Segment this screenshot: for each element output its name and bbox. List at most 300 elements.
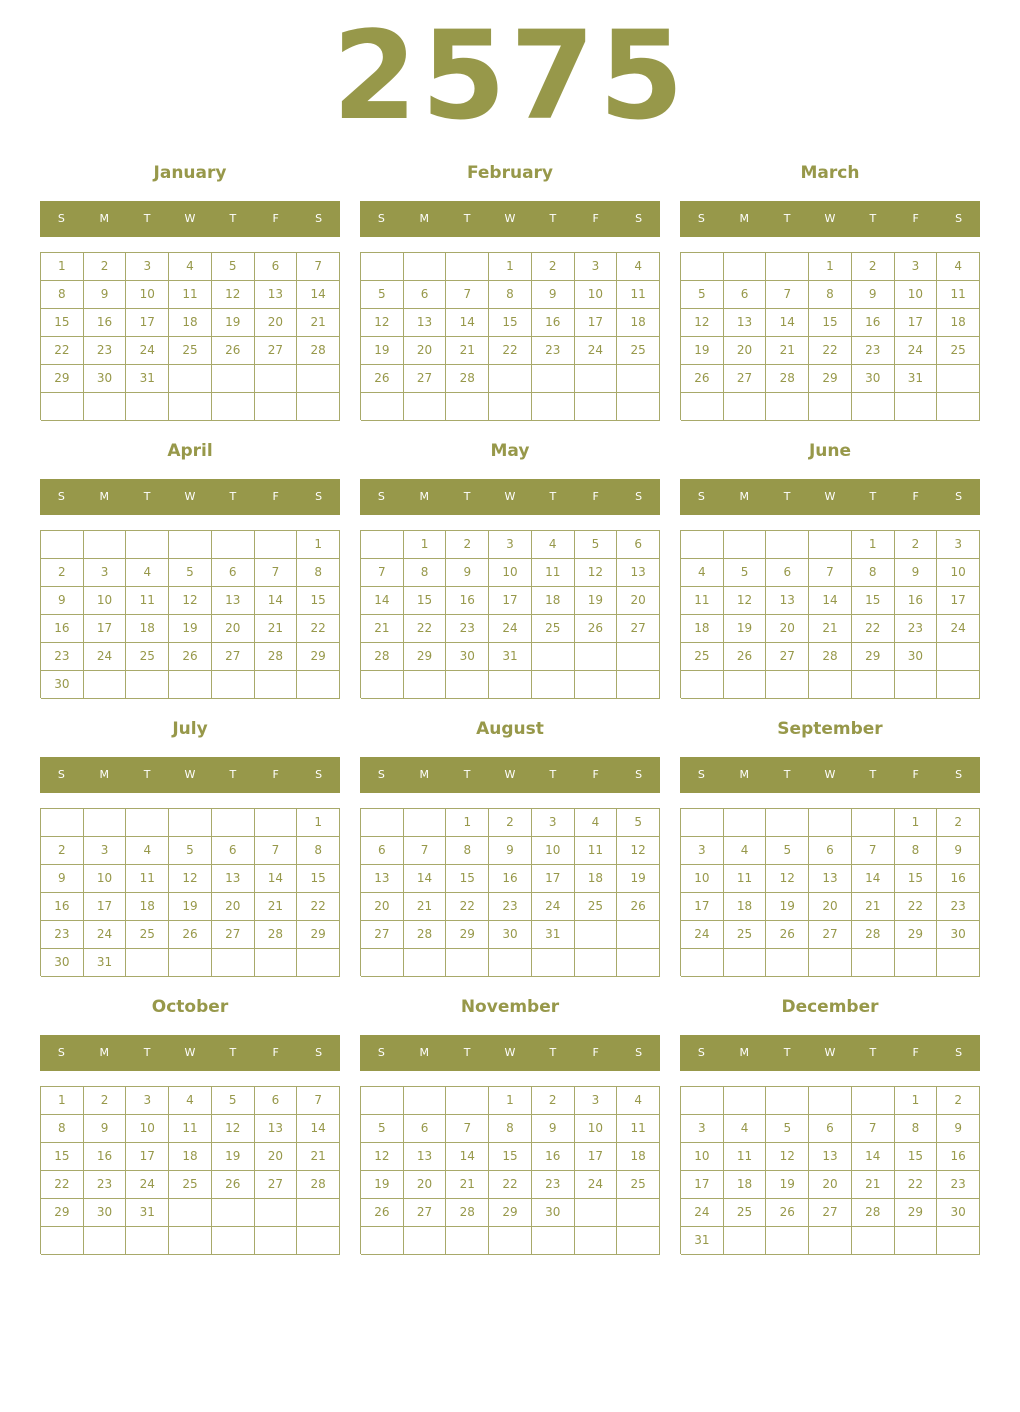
day-cell[interactable]: 15 — [297, 587, 340, 615]
day-cell[interactable]: 29 — [297, 921, 340, 949]
day-cell[interactable]: 16 — [937, 1143, 980, 1171]
day-cell[interactable]: 8 — [895, 1115, 938, 1143]
day-cell[interactable]: 10 — [84, 865, 127, 893]
day-cell[interactable]: 23 — [895, 615, 938, 643]
day-cell[interactable]: 3 — [895, 253, 938, 281]
day-cell[interactable]: 30 — [852, 365, 895, 393]
day-cell[interactable]: 16 — [41, 615, 84, 643]
day-cell[interactable]: 18 — [724, 1171, 767, 1199]
day-cell[interactable]: 21 — [446, 1171, 489, 1199]
day-cell[interactable]: 30 — [895, 643, 938, 671]
day-cell[interactable]: 8 — [446, 837, 489, 865]
day-cell[interactable]: 21 — [297, 1143, 340, 1171]
day-cell[interactable]: 19 — [212, 1143, 255, 1171]
day-cell[interactable]: 24 — [126, 1171, 169, 1199]
day-cell[interactable]: 20 — [361, 893, 404, 921]
day-cell[interactable]: 19 — [212, 309, 255, 337]
day-cell[interactable]: 16 — [446, 587, 489, 615]
day-cell[interactable]: 1 — [404, 531, 447, 559]
day-cell[interactable]: 16 — [852, 309, 895, 337]
day-cell[interactable]: 20 — [766, 615, 809, 643]
day-cell[interactable]: 13 — [255, 1115, 298, 1143]
day-cell[interactable]: 5 — [361, 281, 404, 309]
day-cell[interactable]: 3 — [681, 837, 724, 865]
day-cell[interactable]: 13 — [255, 281, 298, 309]
day-cell[interactable]: 19 — [169, 615, 212, 643]
day-cell[interactable]: 20 — [617, 587, 660, 615]
day-cell[interactable]: 28 — [852, 921, 895, 949]
day-cell[interactable]: 12 — [361, 309, 404, 337]
day-cell[interactable]: 10 — [937, 559, 980, 587]
day-cell[interactable]: 31 — [532, 921, 575, 949]
day-cell[interactable]: 2 — [84, 253, 127, 281]
day-cell[interactable]: 18 — [617, 309, 660, 337]
day-cell[interactable]: 23 — [446, 615, 489, 643]
day-cell[interactable]: 2 — [41, 559, 84, 587]
day-cell[interactable]: 9 — [895, 559, 938, 587]
day-cell[interactable]: 22 — [41, 1171, 84, 1199]
day-cell[interactable]: 6 — [255, 253, 298, 281]
day-cell[interactable]: 18 — [617, 1143, 660, 1171]
day-cell[interactable]: 5 — [575, 531, 618, 559]
day-cell[interactable]: 5 — [724, 559, 767, 587]
day-cell[interactable]: 28 — [809, 643, 852, 671]
day-cell[interactable]: 14 — [766, 309, 809, 337]
day-cell[interactable]: 25 — [169, 337, 212, 365]
day-cell[interactable]: 25 — [681, 643, 724, 671]
day-cell[interactable]: 19 — [617, 865, 660, 893]
day-cell[interactable]: 19 — [724, 615, 767, 643]
day-cell[interactable]: 23 — [937, 893, 980, 921]
day-cell[interactable]: 17 — [681, 1171, 724, 1199]
day-cell[interactable]: 8 — [297, 837, 340, 865]
day-cell[interactable]: 28 — [361, 643, 404, 671]
day-cell[interactable]: 25 — [126, 921, 169, 949]
day-cell[interactable]: 15 — [404, 587, 447, 615]
day-cell[interactable]: 14 — [446, 1143, 489, 1171]
day-cell[interactable]: 29 — [297, 643, 340, 671]
day-cell[interactable]: 8 — [489, 1115, 532, 1143]
day-cell[interactable]: 26 — [361, 365, 404, 393]
day-cell[interactable]: 5 — [681, 281, 724, 309]
day-cell[interactable]: 11 — [724, 1143, 767, 1171]
day-cell[interactable]: 22 — [41, 337, 84, 365]
day-cell[interactable]: 15 — [895, 865, 938, 893]
day-cell[interactable]: 23 — [532, 1171, 575, 1199]
day-cell[interactable]: 10 — [84, 587, 127, 615]
day-cell[interactable]: 14 — [297, 281, 340, 309]
day-cell[interactable]: 23 — [937, 1171, 980, 1199]
day-cell[interactable]: 7 — [404, 837, 447, 865]
day-cell[interactable]: 24 — [895, 337, 938, 365]
day-cell[interactable]: 1 — [895, 1087, 938, 1115]
day-cell[interactable]: 17 — [895, 309, 938, 337]
day-cell[interactable]: 14 — [297, 1115, 340, 1143]
day-cell[interactable]: 21 — [255, 893, 298, 921]
day-cell[interactable]: 13 — [404, 309, 447, 337]
day-cell[interactable]: 16 — [895, 587, 938, 615]
day-cell[interactable]: 29 — [446, 921, 489, 949]
day-cell[interactable]: 23 — [41, 643, 84, 671]
day-cell[interactable]: 21 — [255, 615, 298, 643]
day-cell[interactable]: 25 — [724, 1199, 767, 1227]
day-cell[interactable]: 2 — [895, 531, 938, 559]
day-cell[interactable]: 2 — [41, 837, 84, 865]
day-cell[interactable]: 26 — [681, 365, 724, 393]
day-cell[interactable]: 26 — [212, 337, 255, 365]
day-cell[interactable]: 2 — [446, 531, 489, 559]
day-cell[interactable]: 25 — [126, 643, 169, 671]
day-cell[interactable]: 24 — [937, 615, 980, 643]
day-cell[interactable]: 8 — [895, 837, 938, 865]
day-cell[interactable]: 31 — [895, 365, 938, 393]
day-cell[interactable]: 15 — [489, 1143, 532, 1171]
day-cell[interactable]: 1 — [489, 253, 532, 281]
day-cell[interactable]: 7 — [809, 559, 852, 587]
day-cell[interactable]: 9 — [532, 281, 575, 309]
day-cell[interactable]: 28 — [297, 337, 340, 365]
day-cell[interactable]: 1 — [41, 1087, 84, 1115]
day-cell[interactable]: 22 — [895, 1171, 938, 1199]
day-cell[interactable]: 22 — [446, 893, 489, 921]
day-cell[interactable]: 15 — [895, 1143, 938, 1171]
day-cell[interactable]: 27 — [404, 365, 447, 393]
day-cell[interactable]: 14 — [361, 587, 404, 615]
day-cell[interactable]: 21 — [297, 309, 340, 337]
day-cell[interactable]: 17 — [126, 309, 169, 337]
day-cell[interactable]: 19 — [766, 893, 809, 921]
day-cell[interactable]: 8 — [852, 559, 895, 587]
day-cell[interactable]: 3 — [126, 253, 169, 281]
day-cell[interactable]: 26 — [212, 1171, 255, 1199]
day-cell[interactable]: 12 — [169, 587, 212, 615]
day-cell[interactable]: 5 — [766, 837, 809, 865]
day-cell[interactable]: 20 — [809, 893, 852, 921]
day-cell[interactable]: 17 — [532, 865, 575, 893]
day-cell[interactable]: 14 — [404, 865, 447, 893]
day-cell[interactable]: 10 — [681, 1143, 724, 1171]
day-cell[interactable]: 28 — [852, 1199, 895, 1227]
day-cell[interactable]: 28 — [404, 921, 447, 949]
day-cell[interactable]: 21 — [404, 893, 447, 921]
day-cell[interactable]: 4 — [126, 559, 169, 587]
day-cell[interactable]: 16 — [41, 893, 84, 921]
day-cell[interactable]: 30 — [84, 1199, 127, 1227]
day-cell[interactable]: 27 — [212, 921, 255, 949]
day-cell[interactable]: 21 — [446, 337, 489, 365]
day-cell[interactable]: 9 — [41, 865, 84, 893]
day-cell[interactable]: 7 — [852, 1115, 895, 1143]
day-cell[interactable]: 27 — [809, 1199, 852, 1227]
day-cell[interactable]: 22 — [895, 893, 938, 921]
day-cell[interactable]: 16 — [937, 865, 980, 893]
day-cell[interactable]: 19 — [766, 1171, 809, 1199]
day-cell[interactable]: 21 — [361, 615, 404, 643]
day-cell[interactable]: 13 — [404, 1143, 447, 1171]
day-cell[interactable]: 25 — [724, 921, 767, 949]
day-cell[interactable]: 24 — [489, 615, 532, 643]
day-cell[interactable]: 25 — [532, 615, 575, 643]
day-cell[interactable]: 2 — [532, 253, 575, 281]
day-cell[interactable]: 12 — [724, 587, 767, 615]
day-cell[interactable]: 8 — [41, 1115, 84, 1143]
day-cell[interactable]: 29 — [809, 365, 852, 393]
day-cell[interactable]: 12 — [212, 1115, 255, 1143]
day-cell[interactable]: 22 — [489, 337, 532, 365]
day-cell[interactable]: 7 — [361, 559, 404, 587]
day-cell[interactable]: 24 — [575, 337, 618, 365]
day-cell[interactable]: 14 — [809, 587, 852, 615]
day-cell[interactable]: 4 — [169, 253, 212, 281]
day-cell[interactable]: 16 — [532, 309, 575, 337]
day-cell[interactable]: 6 — [404, 1115, 447, 1143]
day-cell[interactable]: 13 — [766, 587, 809, 615]
day-cell[interactable]: 13 — [809, 1143, 852, 1171]
day-cell[interactable]: 25 — [937, 337, 980, 365]
day-cell[interactable]: 30 — [84, 365, 127, 393]
day-cell[interactable]: 28 — [255, 921, 298, 949]
day-cell[interactable]: 26 — [169, 921, 212, 949]
day-cell[interactable]: 29 — [489, 1199, 532, 1227]
day-cell[interactable]: 11 — [617, 281, 660, 309]
day-cell[interactable]: 7 — [297, 1087, 340, 1115]
day-cell[interactable]: 11 — [169, 1115, 212, 1143]
day-cell[interactable]: 9 — [937, 1115, 980, 1143]
day-cell[interactable]: 6 — [617, 531, 660, 559]
day-cell[interactable]: 12 — [617, 837, 660, 865]
day-cell[interactable]: 1 — [297, 809, 340, 837]
day-cell[interactable]: 12 — [575, 559, 618, 587]
day-cell[interactable]: 6 — [212, 559, 255, 587]
day-cell[interactable]: 28 — [255, 643, 298, 671]
day-cell[interactable]: 28 — [446, 365, 489, 393]
day-cell[interactable]: 6 — [361, 837, 404, 865]
day-cell[interactable]: 22 — [489, 1171, 532, 1199]
day-cell[interactable]: 20 — [404, 1171, 447, 1199]
day-cell[interactable]: 12 — [766, 865, 809, 893]
day-cell[interactable]: 20 — [255, 309, 298, 337]
day-cell[interactable]: 6 — [724, 281, 767, 309]
day-cell[interactable]: 11 — [575, 837, 618, 865]
day-cell[interactable]: 27 — [255, 337, 298, 365]
day-cell[interactable]: 3 — [681, 1115, 724, 1143]
day-cell[interactable]: 17 — [937, 587, 980, 615]
day-cell[interactable]: 15 — [852, 587, 895, 615]
day-cell[interactable]: 11 — [724, 865, 767, 893]
day-cell[interactable]: 5 — [617, 809, 660, 837]
day-cell[interactable]: 24 — [126, 337, 169, 365]
day-cell[interactable]: 7 — [297, 253, 340, 281]
day-cell[interactable]: 6 — [255, 1087, 298, 1115]
day-cell[interactable]: 1 — [852, 531, 895, 559]
day-cell[interactable]: 14 — [255, 587, 298, 615]
day-cell[interactable]: 17 — [681, 893, 724, 921]
day-cell[interactable]: 17 — [575, 1143, 618, 1171]
day-cell[interactable]: 26 — [766, 1199, 809, 1227]
day-cell[interactable]: 19 — [169, 893, 212, 921]
day-cell[interactable]: 5 — [169, 559, 212, 587]
day-cell[interactable]: 31 — [126, 365, 169, 393]
day-cell[interactable]: 5 — [212, 253, 255, 281]
day-cell[interactable]: 22 — [297, 893, 340, 921]
day-cell[interactable]: 7 — [766, 281, 809, 309]
day-cell[interactable]: 29 — [41, 365, 84, 393]
day-cell[interactable]: 15 — [41, 1143, 84, 1171]
day-cell[interactable]: 14 — [255, 865, 298, 893]
day-cell[interactable]: 27 — [361, 921, 404, 949]
day-cell[interactable]: 29 — [852, 643, 895, 671]
day-cell[interactable]: 14 — [852, 1143, 895, 1171]
day-cell[interactable]: 27 — [404, 1199, 447, 1227]
day-cell[interactable]: 30 — [937, 1199, 980, 1227]
day-cell[interactable]: 24 — [681, 1199, 724, 1227]
day-cell[interactable]: 18 — [681, 615, 724, 643]
day-cell[interactable]: 2 — [84, 1087, 127, 1115]
day-cell[interactable]: 3 — [489, 531, 532, 559]
day-cell[interactable]: 17 — [84, 615, 127, 643]
day-cell[interactable]: 2 — [937, 1087, 980, 1115]
day-cell[interactable]: 9 — [532, 1115, 575, 1143]
day-cell[interactable]: 18 — [575, 865, 618, 893]
day-cell[interactable]: 19 — [361, 1171, 404, 1199]
day-cell[interactable]: 3 — [84, 837, 127, 865]
day-cell[interactable]: 4 — [575, 809, 618, 837]
day-cell[interactable]: 6 — [212, 837, 255, 865]
day-cell[interactable]: 24 — [681, 921, 724, 949]
day-cell[interactable]: 25 — [575, 893, 618, 921]
day-cell[interactable]: 1 — [489, 1087, 532, 1115]
day-cell[interactable]: 12 — [766, 1143, 809, 1171]
day-cell[interactable]: 2 — [852, 253, 895, 281]
day-cell[interactable]: 30 — [489, 921, 532, 949]
day-cell[interactable]: 7 — [446, 1115, 489, 1143]
day-cell[interactable]: 7 — [446, 281, 489, 309]
day-cell[interactable]: 28 — [297, 1171, 340, 1199]
day-cell[interactable]: 8 — [297, 559, 340, 587]
day-cell[interactable]: 20 — [404, 337, 447, 365]
day-cell[interactable]: 4 — [169, 1087, 212, 1115]
day-cell[interactable]: 30 — [446, 643, 489, 671]
day-cell[interactable]: 30 — [41, 671, 84, 699]
day-cell[interactable]: 15 — [809, 309, 852, 337]
day-cell[interactable]: 22 — [297, 615, 340, 643]
day-cell[interactable]: 20 — [724, 337, 767, 365]
day-cell[interactable]: 8 — [404, 559, 447, 587]
day-cell[interactable]: 10 — [895, 281, 938, 309]
day-cell[interactable]: 10 — [575, 1115, 618, 1143]
day-cell[interactable]: 5 — [212, 1087, 255, 1115]
day-cell[interactable]: 26 — [724, 643, 767, 671]
day-cell[interactable]: 11 — [532, 559, 575, 587]
day-cell[interactable]: 6 — [404, 281, 447, 309]
day-cell[interactable]: 6 — [809, 1115, 852, 1143]
day-cell[interactable]: 14 — [852, 865, 895, 893]
day-cell[interactable]: 18 — [126, 893, 169, 921]
day-cell[interactable]: 13 — [617, 559, 660, 587]
day-cell[interactable]: 31 — [489, 643, 532, 671]
day-cell[interactable]: 2 — [532, 1087, 575, 1115]
day-cell[interactable]: 7 — [852, 837, 895, 865]
day-cell[interactable]: 23 — [84, 1171, 127, 1199]
day-cell[interactable]: 16 — [84, 309, 127, 337]
day-cell[interactable]: 24 — [575, 1171, 618, 1199]
day-cell[interactable]: 26 — [617, 893, 660, 921]
day-cell[interactable]: 16 — [532, 1143, 575, 1171]
day-cell[interactable]: 9 — [937, 837, 980, 865]
day-cell[interactable]: 9 — [446, 559, 489, 587]
day-cell[interactable]: 24 — [84, 643, 127, 671]
day-cell[interactable]: 25 — [617, 337, 660, 365]
day-cell[interactable]: 17 — [126, 1143, 169, 1171]
day-cell[interactable]: 26 — [361, 1199, 404, 1227]
day-cell[interactable]: 9 — [84, 281, 127, 309]
day-cell[interactable]: 27 — [617, 615, 660, 643]
day-cell[interactable]: 4 — [126, 837, 169, 865]
day-cell[interactable]: 11 — [617, 1115, 660, 1143]
day-cell[interactable]: 20 — [255, 1143, 298, 1171]
day-cell[interactable]: 15 — [489, 309, 532, 337]
day-cell[interactable]: 6 — [766, 559, 809, 587]
day-cell[interactable]: 26 — [575, 615, 618, 643]
day-cell[interactable]: 11 — [126, 865, 169, 893]
day-cell[interactable]: 18 — [937, 309, 980, 337]
day-cell[interactable]: 4 — [681, 559, 724, 587]
day-cell[interactable]: 13 — [212, 865, 255, 893]
day-cell[interactable]: 28 — [766, 365, 809, 393]
day-cell[interactable]: 27 — [255, 1171, 298, 1199]
day-cell[interactable]: 21 — [852, 1171, 895, 1199]
day-cell[interactable]: 10 — [489, 559, 532, 587]
day-cell[interactable]: 17 — [575, 309, 618, 337]
day-cell[interactable]: 4 — [937, 253, 980, 281]
day-cell[interactable]: 29 — [895, 1199, 938, 1227]
day-cell[interactable]: 9 — [41, 587, 84, 615]
day-cell[interactable]: 3 — [575, 253, 618, 281]
day-cell[interactable]: 10 — [126, 281, 169, 309]
day-cell[interactable]: 26 — [766, 921, 809, 949]
day-cell[interactable]: 29 — [404, 643, 447, 671]
day-cell[interactable]: 9 — [852, 281, 895, 309]
day-cell[interactable]: 3 — [937, 531, 980, 559]
day-cell[interactable]: 8 — [809, 281, 852, 309]
day-cell[interactable]: 4 — [617, 1087, 660, 1115]
day-cell[interactable]: 25 — [617, 1171, 660, 1199]
day-cell[interactable]: 6 — [809, 837, 852, 865]
day-cell[interactable]: 4 — [617, 253, 660, 281]
day-cell[interactable]: 21 — [809, 615, 852, 643]
day-cell[interactable]: 19 — [681, 337, 724, 365]
day-cell[interactable]: 22 — [809, 337, 852, 365]
day-cell[interactable]: 11 — [169, 281, 212, 309]
day-cell[interactable]: 7 — [255, 559, 298, 587]
day-cell[interactable]: 29 — [895, 921, 938, 949]
day-cell[interactable]: 1 — [809, 253, 852, 281]
day-cell[interactable]: 4 — [724, 1115, 767, 1143]
day-cell[interactable]: 16 — [84, 1143, 127, 1171]
day-cell[interactable]: 31 — [84, 949, 127, 977]
day-cell[interactable]: 4 — [724, 837, 767, 865]
day-cell[interactable]: 25 — [169, 1171, 212, 1199]
day-cell[interactable]: 20 — [212, 615, 255, 643]
day-cell[interactable]: 1 — [41, 253, 84, 281]
day-cell[interactable]: 24 — [84, 921, 127, 949]
day-cell[interactable]: 15 — [297, 865, 340, 893]
day-cell[interactable]: 10 — [575, 281, 618, 309]
day-cell[interactable]: 12 — [361, 1143, 404, 1171]
day-cell[interactable]: 23 — [852, 337, 895, 365]
day-cell[interactable]: 19 — [361, 337, 404, 365]
day-cell[interactable]: 24 — [532, 893, 575, 921]
